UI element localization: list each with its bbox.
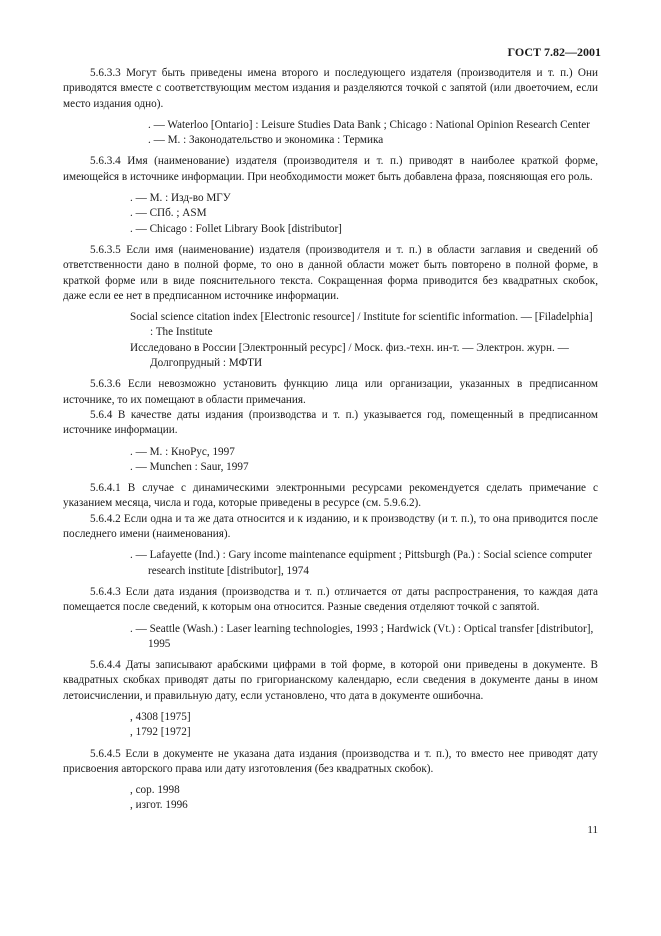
paragraph: 5.6.3.4 Имя (наименование) издателя (производителя и т. п.) приводят в наиболее краткой форме, имеющейся в источнике информации. При необходимости может быть добавлена фраза, поясняющая его роль.: [63, 155, 598, 183]
paragraph: 5.6.4.2 Если одна и та же дата относится и к изданию, и к производству (и т. п.), то она приводится после последнего имени (наименования).: [63, 512, 598, 541]
example-entry: , cop. 1998: [130, 784, 180, 797]
example-entry: . — Seattle (Wash.) : Laser learning technologies, 1993 ; Hardwick (Vt.) : Optical transfer [distributor], 1995: [130, 622, 594, 650]
example-entry: . — М. : КноРус, 1997: [130, 445, 235, 458]
example-entry: Social science citation index [Electronic resource] / Institute for scientific information. — [Filadelphia] : The Institute: [130, 311, 593, 339]
example-entry: . — Lafayette (Ind.) : Gary income maintenance equipment ; Pittsburgh (Pa.) : Social science computer research institute [distributor], 1974: [130, 549, 593, 577]
example-entry: , 4308 [1975]: [130, 710, 191, 723]
paragraph: 5.6.4.3 Если дата издания (производства и т. п.) отличается от даты распространения, то каждая дата помещается после сведений, к которым она относится. Разные сведения отделяют точкой с запятой.: [63, 585, 598, 614]
example-entry: . — М. : Законодательство и экономика : Термика: [148, 134, 384, 147]
paragraph: 5.6.4.4 Даты записывают арабскими цифрами в той форме, в которой они приведены в документе. В квадратных скобках приводят даты по григорианскому календарю, если сведения в документе даны в ином летоисчислении, и правильную дату, если установлено, что дата в документе ошибочна.: [63, 659, 598, 702]
paragraph: 5.6.3.3 Могут быть приведены имена второго и последующего издателя (производителя и т. п.) Они приводятся вместе с соответствующим местом издания и разделяются точкой с запятой (или двоеточием, если место издания одно).: [63, 67, 598, 110]
paragraph: 5.6.4.1 В случае с динамическими электронными ресурсами рекомендуется сделать примечание с указанием месяца, числа и года, которые приведены в ресурсе (см. 5.9.6.2).: [63, 482, 598, 510]
example-entry: . — Munchen : Saur, 1997: [130, 460, 249, 473]
example-entry: Исследовано в России [Электронный ресурс] / Моск. физ.-техн. ин-т. — Электрон. журн. — Долгопрудный : МФТИ: [130, 341, 569, 370]
example-entry: . — Chicago : Follet Library Book [distributor]: [130, 222, 342, 235]
paragraph: 5.6.3.5 Если имя (наименование) издателя (производителя и т. п.) в области заглавия и сведений об ответственности дано в полной форме, то оно в данной области может быть повторено в полной форме, в краткой форме или в виде пояснительного текста. Сокращенная форма приводится без квадратных скобок, даже если ее нет в предписанном источнике информации.: [63, 243, 598, 302]
example-entry: . — Waterloo [Ontario] : Leisure Studies Data Bank ; Chicago : National Opinion Research Center: [148, 118, 590, 131]
example-entry: , изгот. 1996: [130, 799, 188, 812]
example-entry: . — СПб. ; ASM: [130, 207, 207, 220]
paragraph: 5.6.4.5 Если в документе не указана дата издания (производства и т. п.), то вместо нее приводят дату присвоения авторского права или дату изготовления (без квадратных скобок).: [63, 747, 598, 775]
document-body: [63, 66, 598, 814]
paragraph: 5.6.3.6 Если невозможно установить функцию лица или организации, указанных в предписанном источнике, то их помещают в области примечания.: [63, 378, 598, 406]
page-number: 11: [587, 824, 598, 836]
example-entry: , 1792 [1972]: [130, 726, 191, 739]
paragraph: 5.6.4 В качестве даты издания (производства и т. п.) указывается год, помещенный в предписанном источнике информации.: [63, 408, 598, 437]
example-entry: . — М. : Изд-во МГУ: [130, 192, 231, 205]
document-header: ГОСТ 7.82—2001: [507, 45, 601, 59]
